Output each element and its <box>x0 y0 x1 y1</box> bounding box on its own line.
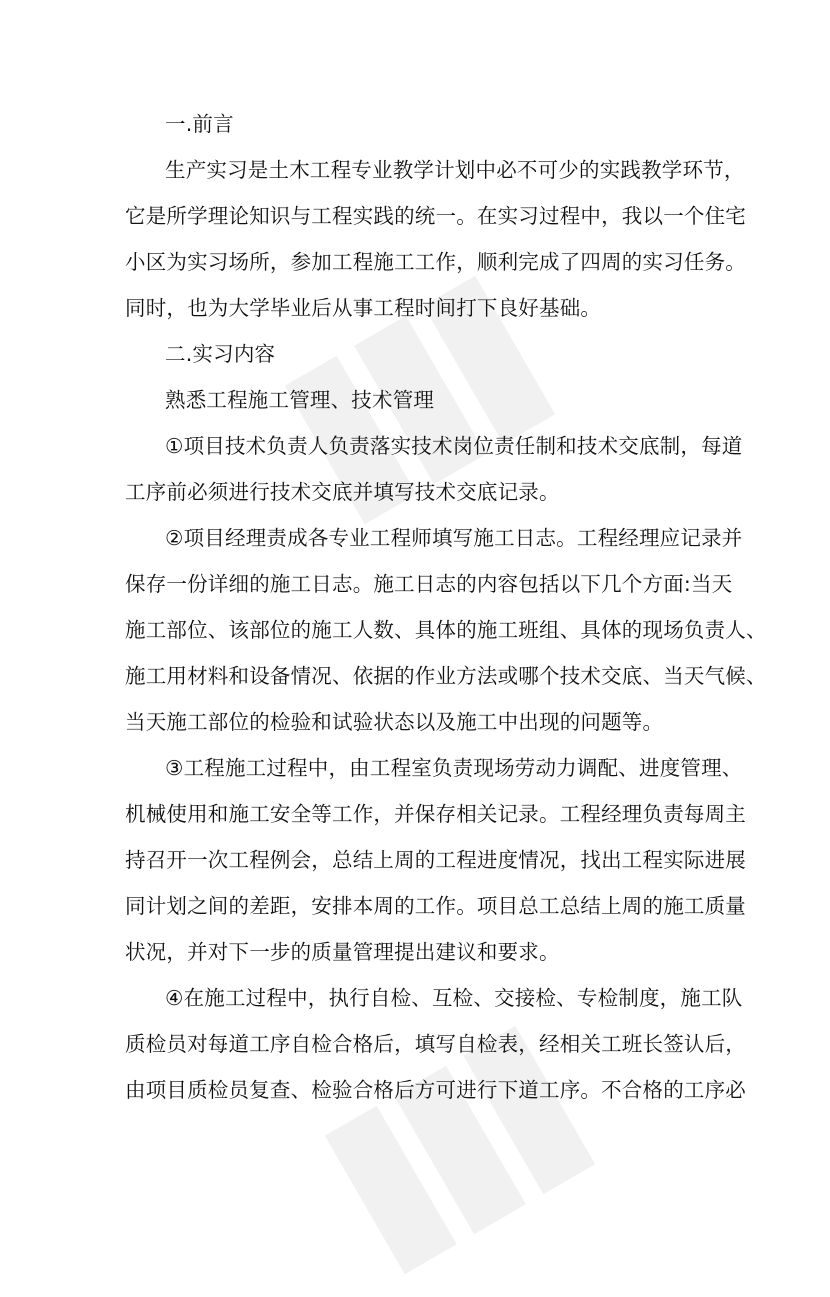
paragraph-line: 持召开一次工程例会，总结上周的工程进度情况，找出工程实际进展 <box>125 848 746 872</box>
list-item <box>125 750 746 970</box>
list-item <box>125 980 746 1108</box>
paragraph-line: 工序前必须进行技术交底并填写技术交底记录。 <box>125 480 560 504</box>
paragraph-line: 机械使用和施工安全等工作，并保存相关记录。工程经理负责每周主 <box>125 802 746 826</box>
paragraph-line: 同时，也为大学毕业后从事工程时间打下良好基础。 <box>125 296 602 320</box>
paragraph-line: 施工部位、该部位的施工人数、具体的施工班组、具体的现场负责人、 <box>125 618 767 642</box>
paragraph-line: ②项目经理责成各专业工程师填写施工日志。工程经理应记录并 <box>165 526 743 550</box>
paragraph-line: 当天施工部位的检验和试验状态以及施工中出现的问题等。 <box>125 710 664 734</box>
paragraph-line: 小区为实习场所，参加工程施工工作，顺利完成了四周的实习任务。 <box>125 250 746 274</box>
section-heading: 二.实习内容 <box>165 342 276 366</box>
paragraph <box>125 152 746 326</box>
section-heading: 一.前言 <box>165 112 234 136</box>
paragraph-line: 同计划之间的差距，安排本周的工作。项目总工总结上周的施工质量 <box>125 894 746 918</box>
list-item <box>125 520 767 740</box>
paragraph-line: ④在施工过程中，执行自检、互检、交接检、专检制度，施工队 <box>165 986 743 1010</box>
paragraph-line: 生产实习是土木工程专业教学计划中必不可少的实践教学环节， <box>165 158 745 182</box>
list-item <box>125 428 743 510</box>
paragraph-line: 由项目质检员复查、检验合格后方可进行下道工序。不合格的工序必 <box>125 1078 746 1102</box>
document-body <box>125 106 767 1108</box>
paragraph-line: 质检员对每道工序自检合格后，填写自检表，经相关工班长签认后， <box>125 1032 746 1056</box>
paragraph-line: ①项目技术负责人负责落实技术岗位责任制和技术交底制，每道 <box>165 434 743 458</box>
paragraph-line: 保存一份详细的施工日志。施工日志的内容包括以下几个方面:当天 <box>125 572 733 596</box>
paragraph-line: 它是所学理论知识与工程实践的统一。在实习过程中，我以一个住宅 <box>125 204 746 228</box>
subheading: 熟悉工程施工管理、技术管理 <box>165 388 435 412</box>
paragraph-line: ③工程施工过程中，由工程室负责现场劳动力调配、进度管理、 <box>165 756 743 780</box>
paragraph-line: 状况，并对下一步的质量管理提出建议和要求。 <box>125 940 560 964</box>
paragraph-line: 施工用材料和设备情况、依据的作业方法或哪个技术交底、当天气候、 <box>125 664 767 688</box>
